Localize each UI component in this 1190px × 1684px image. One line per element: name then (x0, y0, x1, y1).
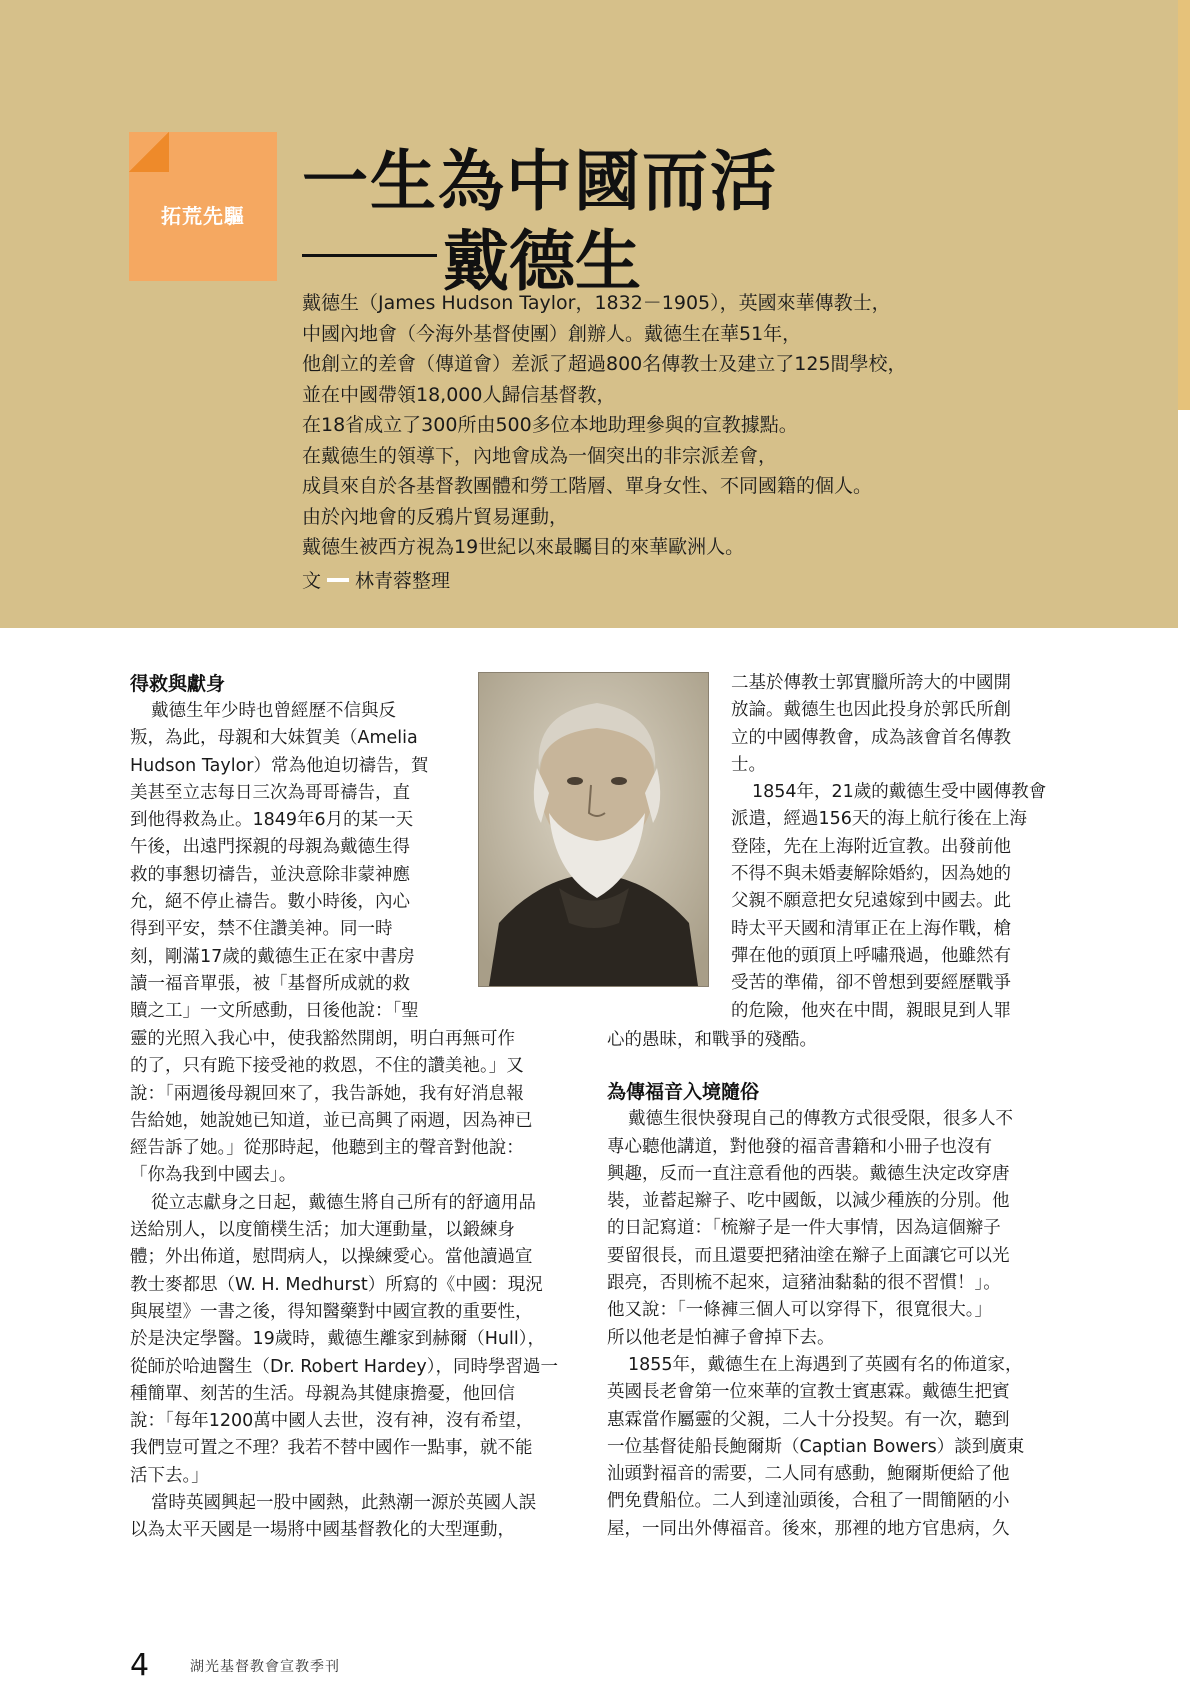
text-line: 體；外出佈道，慰問病人，以操練愛心。當他讀過宣 (130, 1247, 533, 1268)
text-line: 士。 (731, 754, 766, 775)
text-line: 裝，並蓄起辮子、吃中國飯，以減少種族的分別。他 (607, 1191, 1010, 1212)
text-line: 放論。戴德生也因此投身於郭氏所創 (731, 700, 1011, 721)
intro-line: 戴德生（James Hudson Taylor，1832－1905），英國來華傳教士， (302, 292, 891, 314)
intro-line: 戴德生被西方視為19世紀以來最矚目的來華歐洲人。 (302, 536, 745, 558)
text-line: 種簡單、刻苦的生活。母親為其健康擔憂，他回信 (130, 1383, 515, 1404)
page-number: 4 (130, 1648, 150, 1683)
article-title: 一生為中國而活 (302, 143, 778, 220)
text-line: 於是決定學醫。19歲時，戴德生離家到赫爾（Hull）， (130, 1329, 545, 1350)
text-line: 我們豈可置之不理？我若不替中國作一點事，就不能 (130, 1438, 533, 1459)
text-line: 屋，一同出外傳福音。後來，那裡的地方官患病，久 (607, 1518, 1010, 1539)
article-subtitle-text: 戴德生 (443, 223, 641, 300)
section-tag: 拓荒先驅 (161, 204, 245, 228)
text-line: 英國長老會第一位來華的宣教士賓惠霖。戴德生把賓 (607, 1382, 1010, 1403)
text-line: 受苦的準備，卻不曾想到要經歷戰爭 (731, 973, 1011, 994)
text-line: 惠霖當作屬靈的父親，二人十分投契。有一次，聽到 (607, 1409, 1010, 1430)
text-line: 立的中國傳教會，成為該會首名傳教 (731, 727, 1011, 748)
portrait-photo (478, 672, 709, 987)
text-line: 汕頭對福音的需要，二人同有感動，鮑爾斯便給了他 (607, 1464, 1010, 1485)
text-line: 要留很長，而且還要把豬油塗在辮子上面讓它可以光 (607, 1245, 1010, 1266)
side-strip (1178, 0, 1190, 410)
text-line: 跟亮，否則梳不起來，這豬油黏黏的很不習慣！」。 (607, 1273, 1001, 1294)
section-heading: 得救與獻身 (130, 673, 226, 695)
text-line: 活下去。」 (130, 1465, 209, 1486)
text-line: 一位基督徒船長鮑爾斯（Captian Bowers）談到廣東 (607, 1436, 1025, 1457)
text-line: 興趣，反而一直注意看他的西裝。戴德生決定改穿唐 (607, 1163, 1010, 1184)
text-line: 從立志獻身之日起，戴德生將自己所有的舒適用品 (151, 1192, 536, 1213)
text-line: Hudson Taylor）常為他迫切禱告，賀 (130, 755, 429, 776)
text-line: 讀一福音單張，被「基督所成就的救 (130, 973, 410, 994)
intro-line: 在18省成立了300所由500多位本地助理參與的宣教據點。 (302, 414, 798, 436)
text-line: 派遣，經過156天的海上航行後在上海 (731, 809, 1027, 830)
byline-dash (327, 578, 349, 582)
text-line: 所以他老是怕褲子會掉下去。 (607, 1327, 835, 1348)
text-line: 當時英國興起一股中國熱，此熱潮一源於英國人誤 (151, 1493, 536, 1514)
text-line: 的危險，他夾在中間，親眼見到人罪 (731, 1000, 1011, 1021)
text-line: 經告訴了她。」從那時起，他聽到主的聲音對他說： (130, 1138, 524, 1159)
text-line: 午後，出遠門探親的母親為戴德生得 (130, 837, 410, 858)
text-line: 救的事懇切禱告，並決意除非蒙神應 (130, 864, 410, 885)
text-line: 刻，剛滿17歲的戴德生正在家中書房 (130, 946, 415, 967)
text-line: 從師於哈迪醫生（Dr. Robert Hardey），同時學習過一 (130, 1356, 559, 1377)
text-line: 說：「每年1200萬中國人去世，沒有神，沒有希望， (130, 1411, 534, 1432)
text-line: 贖之工」一文所感動，日後他說：「聖 (130, 1001, 419, 1022)
text-line: 叛，為此，母親和大妹賀美（Amelia (130, 728, 418, 749)
text-line: 他又說：「一條褲三個人可以穿得下，很寬很大。」 (607, 1300, 992, 1321)
text-line: 與展望》一書之後，得知醫藥對中國宣教的重要性， (130, 1301, 533, 1322)
intro-line: 他創立的差會（傳道會）差派了超過800名傳教士及建立了125間學校， (302, 353, 907, 375)
text-line: 美甚至立志每日三次為哥哥禱告，直 (130, 782, 410, 803)
text-line: 戴德生年少時也曾經歷不信與反 (151, 701, 396, 721)
byline-prefix: 文 (302, 570, 322, 592)
text-line: 到他得救為止。1849年6月的某一天 (130, 810, 414, 831)
text-line: 得到平安，禁不住讚美神。同一時 (130, 919, 393, 940)
text-line: 的日記寫道：「梳辮子是一件大事情，因為這個辮子 (607, 1218, 1001, 1239)
left-column-narrow (130, 670, 455, 1026)
text-line: 1854年，21歲的戴德生受中國傳教會 (752, 782, 1047, 803)
text-line: 彈在他的頭頂上呼嘯飛過，他雖然有 (731, 945, 1011, 966)
section-heading: 為傳福音入境隨俗 (607, 1081, 760, 1104)
text-line: 靈的光照入我心中，使我豁然開朗，明白再無可作 (130, 1029, 515, 1049)
intro-line: 中國內地會（今海外基督使團）創辦人。戴德生在華51年， (302, 322, 802, 345)
spacer (607, 1054, 1056, 1078)
text-line: 二基於傳教士郭實臘所誇大的中國開 (731, 673, 1011, 693)
right-column-narrow (731, 670, 1056, 1025)
byline-author: 林青蓉整理 (355, 570, 451, 592)
text-line: 告給她，她說她已知道，並已高興了兩週，因為神已 (130, 1110, 533, 1131)
left-column-wide (130, 1026, 578, 1545)
intro-line: 並在中國帶領18,000人歸信基督教， (302, 383, 616, 406)
text-line: 送給別人，以度簡樸生活；加大運動量，以鍛練身 (130, 1220, 515, 1241)
text-line: 的了，只有跪下接受祂的救恩，不住的讚美祂。」又 (130, 1056, 524, 1077)
tag-fold-corner (129, 132, 169, 172)
byline (302, 566, 450, 593)
intro-line: 成員來自於各基督教團體和勞工階層、單身女性、不同國籍的個人。 (302, 475, 873, 497)
text-line: 以為太平天國是一場將中國基督教化的大型運動， (130, 1520, 515, 1541)
text-line: 不得不與未婚妻解除婚約，因為她的 (731, 864, 1011, 885)
text-line: 登陸，先在上海附近宣教。出發前他 (731, 836, 1011, 857)
text-line: 專心聽他講道，對他發的福音書籍和小冊子也沒有 (607, 1136, 992, 1157)
text-line: 「你為我到中國去」。 (130, 1165, 297, 1186)
text-line: 心的愚昧，和戰爭的殘酷。 (607, 1030, 817, 1050)
right-column-wide (607, 1027, 1056, 1543)
text-line: 們免費船位。二人到達汕頭後，合租了一間簡陋的小 (607, 1491, 1010, 1512)
intro-paragraph (302, 288, 1062, 563)
text-line: 教士麥都思（W. H. Medhurst）所寫的《中國：現況 (130, 1274, 543, 1295)
text-line: 說：「兩週後母親回來了，我告訴她，我有好消息報 (130, 1083, 524, 1104)
portrait-illustration (479, 673, 708, 986)
text-line: 父親不願意把女兒遠嫁到中國去。此 (731, 891, 1011, 912)
text-line: 時太平天國和清軍正在上海作戰，槍 (731, 918, 1011, 939)
title-dash (302, 254, 437, 257)
publication-name: 湖光基督教會宣教季刊 (190, 1659, 340, 1675)
text-line: 戴德生很快發現自己的傳教方式很受限，很多人不 (628, 1109, 1013, 1130)
intro-line: 由於內地會的反鴉片貿易運動， (302, 505, 569, 528)
text-line: 允，絕不停止禱告。數小時後，內心 (130, 892, 410, 913)
intro-line: 在戴德生的領導下，內地會成為一個突出的非宗派差會， (302, 444, 778, 467)
text-line: 1855年，戴德生在上海遇到了英國有名的佈道家， (628, 1354, 1023, 1375)
